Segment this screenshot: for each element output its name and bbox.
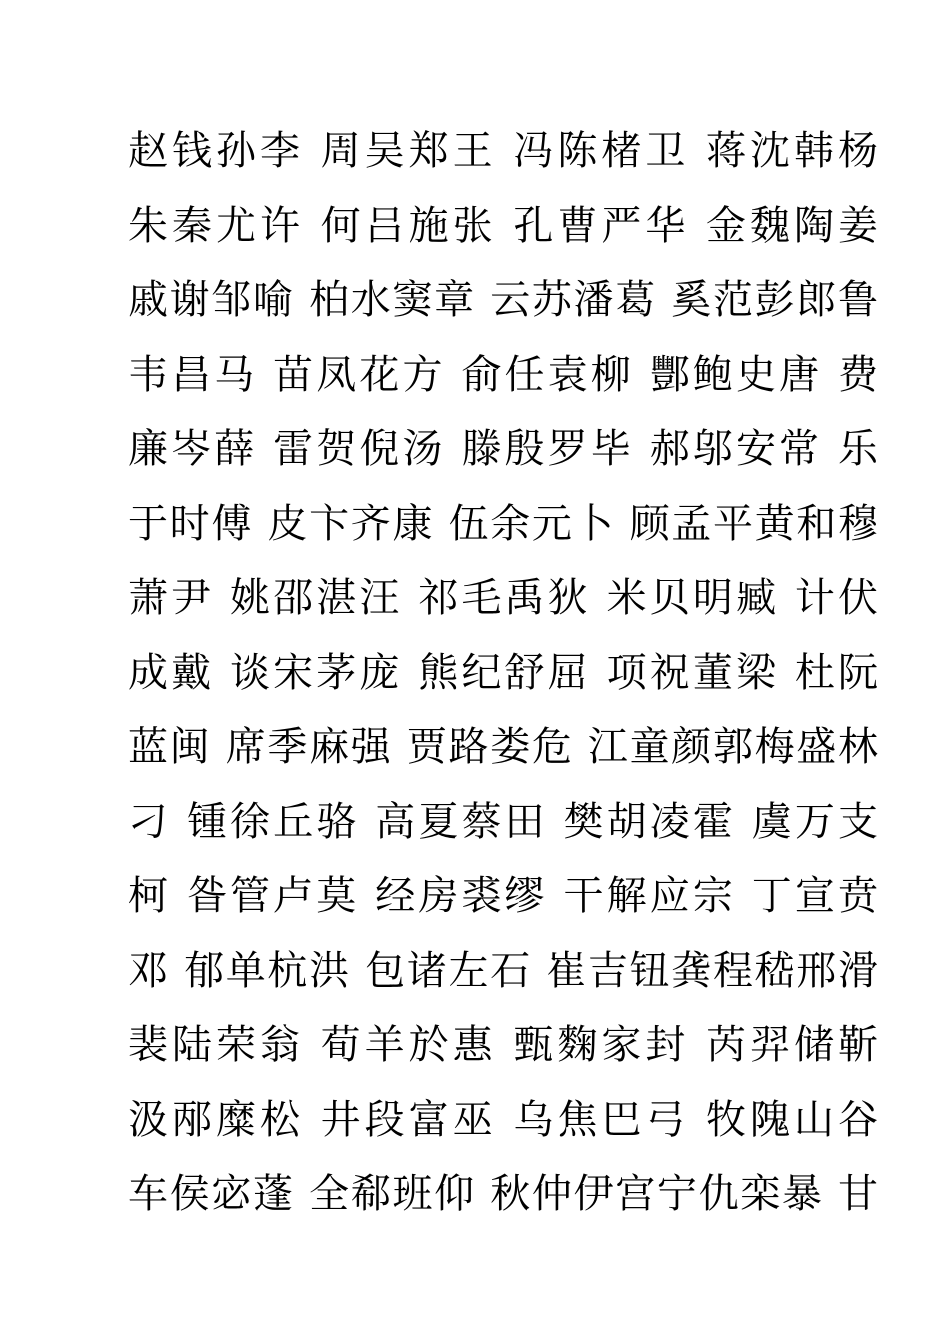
text-line-12: 邓 郁单杭洪 包诸左石 崔吉钮龚程嵇邢滑 [128,947,878,994]
text-line-15: 车侯宓蓬 全郗班仰 秋仲伊宫宁仇栾暴 甘 [128,1171,878,1217]
text-line-6: 于时傅 皮卞齐康 伍余元卜 顾孟平黄和穆 [128,500,878,547]
text-line-14: 汲邴糜松 井段富巫 乌焦巴弓 牧隗山谷 [128,1096,878,1143]
text-line-10: 刁 锺徐丘骆 高夏蔡田 樊胡凌霍 虞万支 [128,798,878,845]
text-line-3: 戚谢邹喻 柏水窦章 云苏潘葛 奚范彭郎鲁 [128,277,878,323]
surname-text-block [128,114,878,1232]
text-line-11: 柯 昝管卢莫 经房裘缪 干解应宗 丁宣贲 [128,873,878,919]
text-line-13: 裴陆荣翁 荀羊於惠 甄麴家封 芮羿储靳 [128,1022,878,1068]
text-line-5: 廉岑薛 雷贺倪汤 滕殷罗毕 郝邬安常 乐 [128,426,878,472]
text-line-8: 成戴 谈宋茅庞 熊纪舒屈 项祝董梁 杜阮 [128,649,878,696]
text-line-4: 韦昌马 苗凤花方 俞任袁柳 酆鲍史唐 费 [128,351,878,398]
text-line-2: 朱秦尤许 何吕施张 孔曹严华 金魏陶姜 [128,202,878,249]
text-line-9: 蓝闽 席季麻强 贾路娄危 江童颜郭梅盛林 [128,724,878,770]
text-line-7: 萧尹 姚邵湛汪 祁毛禹狄 米贝明臧 计伏 [128,575,878,621]
text-line-1: 赵钱孙李 周吴郑王 冯陈楮卫 蒋沈韩杨 [128,128,878,174]
